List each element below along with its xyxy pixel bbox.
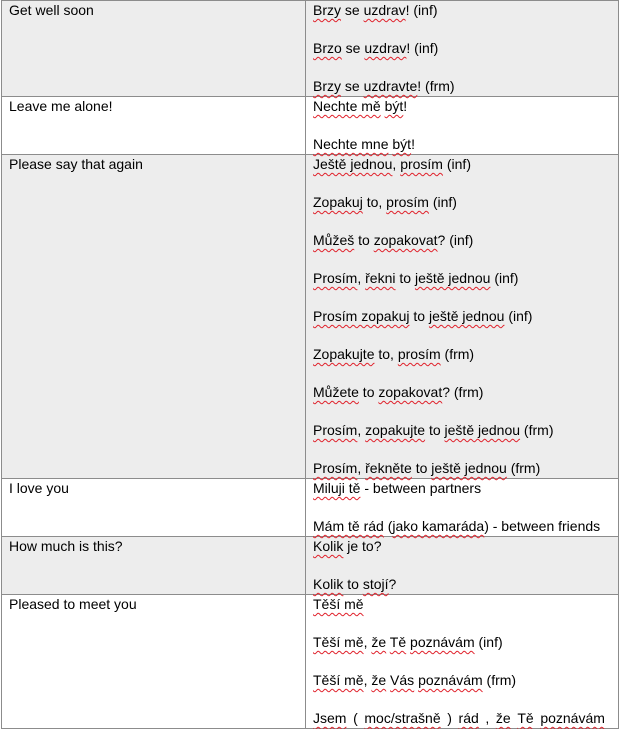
- czech-text: !: [411, 136, 415, 152]
- czech-line: [313, 77, 618, 96]
- czech-line: [313, 517, 618, 536]
- czech-line: [313, 39, 618, 58]
- czech-line: [313, 231, 618, 250]
- spell-flagged-word: ještě jednou: [414, 270, 491, 286]
- czech-text: ,: [357, 422, 366, 438]
- phrase-table-body: [2, 1, 619, 729]
- spell-flagged-word: uzdrav: [363, 2, 406, 18]
- czech-text: se: [341, 40, 365, 56]
- spell-flagged-word: poznávám: [410, 634, 475, 650]
- english-phrase: Pleased to meet you: [2, 595, 306, 729]
- spell-flagged-word: Nechte mě: [313, 98, 381, 114]
- czech-text: ! (frm): [417, 78, 455, 94]
- czech-text: ) - between friends: [484, 518, 601, 534]
- spell-flagged-word: Můžete: [313, 384, 359, 400]
- spell-flagged-word: stojí: [362, 576, 389, 592]
- czech-translations: [306, 595, 619, 729]
- spell-flagged-word: Těší mě: [313, 672, 364, 688]
- czech-text: (frm): [520, 422, 554, 438]
- spell-flagged-word: ještě jednou: [431, 460, 507, 476]
- spell-flagged-word: zopakovat: [378, 384, 443, 400]
- czech-text: se: [341, 78, 364, 94]
- spell-flagged-word: Zopakujte: [313, 346, 375, 362]
- czech-text: ,: [485, 710, 490, 726]
- czech-text: (: [383, 518, 393, 534]
- english-phrase: How much is this?: [2, 537, 306, 595]
- spell-flagged-word: zopakujte: [365, 422, 426, 438]
- spell-flagged-word: poznávám: [418, 672, 483, 688]
- spell-flagged-word: zopakovat: [373, 232, 438, 248]
- czech-line: [313, 633, 618, 652]
- spell-flagged-word: Kolik: [313, 538, 344, 554]
- spell-flagged-word: Brzy: [313, 78, 341, 94]
- czech-text: to: [425, 422, 445, 438]
- czech-text: se: [341, 2, 364, 18]
- spell-flagged-word: rád: [458, 710, 479, 726]
- czech-translations: [306, 537, 619, 595]
- spell-flagged-word: poznávám: [540, 710, 605, 726]
- czech-text: to: [354, 232, 374, 248]
- spell-flagged-word: Mám tě rád: [313, 518, 384, 534]
- czech-text: (frm): [506, 460, 541, 476]
- czech-text: ! (inf): [406, 40, 439, 56]
- spell-flagged-word: řekni: [365, 270, 396, 286]
- czech-line: [313, 671, 618, 690]
- spell-flagged-word: Zopakuj: [313, 194, 363, 210]
- czech-line: [313, 383, 618, 402]
- czech-text: ,: [392, 156, 401, 172]
- czech-line: [313, 459, 618, 478]
- czech-line: [313, 193, 618, 212]
- spell-flagged-word: uzdravte: [363, 78, 418, 94]
- czech-line: [313, 1, 618, 20]
- spell-flagged-word: být: [384, 98, 404, 114]
- spell-flagged-word: Vás: [390, 672, 415, 688]
- czech-text: (: [353, 710, 358, 726]
- czech-text: ,: [363, 634, 372, 650]
- czech-text: (inf): [490, 270, 519, 286]
- czech-text: ): [447, 710, 452, 726]
- czech-text: ,: [363, 672, 372, 688]
- english-phrase: Get well soon: [2, 1, 306, 97]
- spell-flagged-word: Prosím: [313, 460, 358, 476]
- spell-flagged-word: řekněte: [365, 460, 412, 476]
- czech-text: !: [403, 98, 408, 114]
- czech-line: [313, 307, 618, 326]
- spell-flagged-word: ještě jednou: [428, 308, 505, 324]
- spell-flagged-word: Tě: [389, 634, 407, 650]
- table-row: [2, 1, 619, 97]
- czech-translations: [306, 479, 619, 537]
- spell-flagged-word: Brzy: [313, 2, 341, 18]
- phrase-table: [1, 0, 619, 729]
- spell-flagged-word: jako kamaráda: [392, 518, 485, 534]
- spell-flagged-word: ještě jednou: [444, 422, 521, 438]
- table-row: [2, 155, 619, 479]
- czech-text: (inf): [474, 634, 503, 650]
- spell-flagged-word: Těší mě: [313, 634, 364, 650]
- czech-line: [313, 345, 618, 364]
- spell-flagged-word: že: [371, 672, 387, 688]
- czech-text: (inf): [428, 194, 457, 210]
- spell-flagged-word: prosím: [400, 156, 443, 172]
- spell-flagged-word: Tě: [517, 710, 534, 726]
- czech-text: (frm): [440, 346, 475, 362]
- table-row: [2, 479, 619, 537]
- spell-flagged-word: Brzo: [313, 40, 342, 56]
- czech-text: ! (inf): [405, 2, 438, 18]
- spell-flagged-word: Těší mě: [313, 596, 364, 612]
- spell-flagged-word: Můžeš: [313, 232, 355, 248]
- czech-line: [313, 709, 605, 728]
- czech-text: (inf): [442, 156, 471, 172]
- czech-text: - between partners: [360, 480, 482, 496]
- spell-flagged-word: Nechte mne: [313, 136, 389, 152]
- czech-text: je to?: [343, 538, 382, 554]
- spell-flagged-word: být: [392, 136, 412, 152]
- czech-translations: [306, 155, 619, 479]
- czech-text: (inf): [504, 308, 533, 324]
- czech-text: ? (inf): [437, 232, 474, 248]
- spell-flagged-word: Prosím: [313, 422, 358, 438]
- czech-line: [313, 155, 618, 174]
- czech-line: [313, 135, 618, 154]
- czech-translations: [306, 97, 619, 155]
- czech-line: [313, 575, 618, 594]
- spell-flagged-word: uzdrav: [364, 40, 407, 56]
- czech-text: (frm): [482, 672, 517, 688]
- czech-text: to,: [362, 194, 387, 210]
- spell-flagged-word: prosím: [386, 194, 429, 210]
- czech-text: ,: [357, 460, 366, 476]
- czech-line: [313, 479, 618, 498]
- czech-text: to: [409, 308, 429, 324]
- czech-line: [313, 269, 618, 288]
- spell-flagged-word: Kolik: [313, 576, 344, 592]
- czech-text: to: [343, 576, 363, 592]
- spell-flagged-word: Ještě jednou: [313, 156, 393, 172]
- czech-line: [313, 97, 618, 116]
- spell-flagged-word: prosím: [397, 346, 441, 362]
- czech-text: ?: [388, 576, 397, 592]
- czech-text: ? (frm): [442, 384, 484, 400]
- czech-line: [313, 421, 618, 440]
- czech-translations: [306, 1, 619, 97]
- spell-flagged-word: že: [495, 710, 511, 726]
- english-phrase: Please say that again: [2, 155, 306, 479]
- english-phrase: Leave me alone!: [2, 97, 306, 155]
- czech-text: to,: [374, 346, 398, 362]
- czech-text: to: [411, 460, 432, 476]
- table-row: [2, 537, 619, 595]
- table-row: [2, 97, 619, 155]
- spell-flagged-word: Prosím: [313, 270, 358, 286]
- spell-flagged-word: že: [371, 634, 387, 650]
- table-row: [2, 595, 619, 729]
- czech-line: [313, 537, 618, 556]
- english-phrase: I love you: [2, 479, 306, 537]
- spell-flagged-word: Prosím zopakuj: [313, 308, 410, 324]
- spell-flagged-word: Jsem: [313, 710, 347, 726]
- spell-flagged-word: moc/strašně: [364, 710, 441, 726]
- czech-line: [313, 595, 618, 614]
- czech-text: ,: [357, 270, 366, 286]
- czech-text: to: [358, 384, 379, 400]
- czech-text: to: [395, 270, 415, 286]
- spell-flagged-word: Miluji tě: [313, 480, 361, 496]
